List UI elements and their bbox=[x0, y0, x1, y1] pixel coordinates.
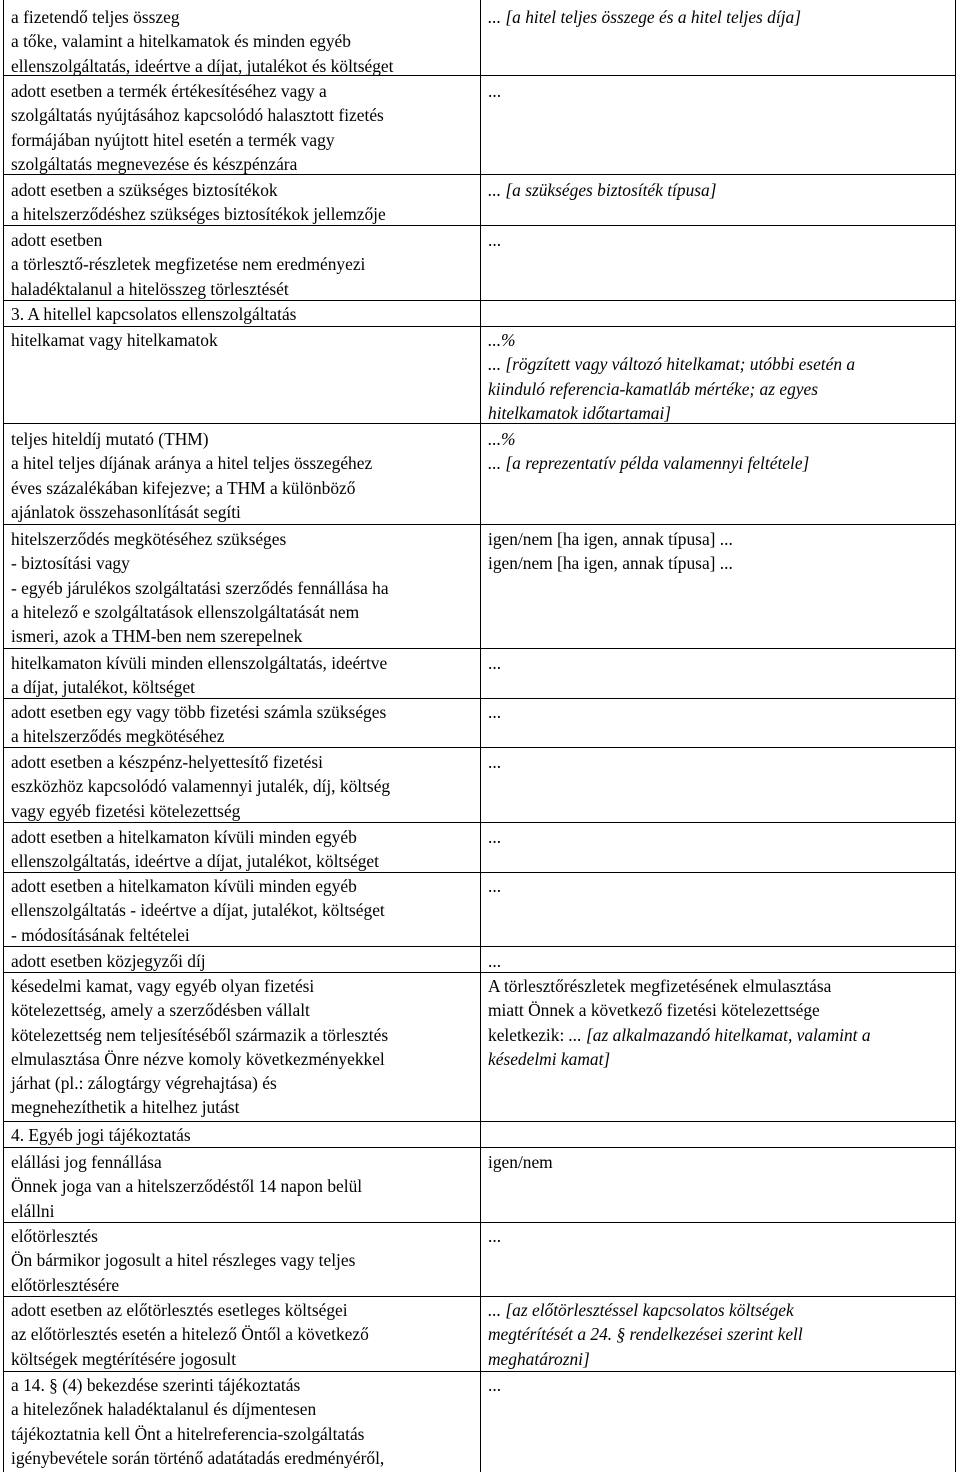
row-card-fees-label bbox=[11, 750, 473, 823]
row-other-charges-label bbox=[11, 825, 473, 874]
cell-text: kötelezettség nem teljesítéséből származik a törlesztés bbox=[11, 1024, 389, 1045]
cell-value: ... bbox=[488, 752, 502, 772]
cell-value: igen/nem [ha igen, annak típusa] ... bbox=[488, 553, 733, 574]
table-border-right bbox=[955, 0, 956, 1472]
cell-text: ellenszolgáltatás - ideértve a díjat, jutalékot, költséget bbox=[11, 900, 385, 921]
row-card-fees-value bbox=[488, 750, 954, 774]
cell-heading: teljes hiteldíj mutató (THM) bbox=[11, 429, 209, 449]
cell-text: - biztosítási vagy bbox=[11, 553, 130, 574]
row-collateral-label bbox=[11, 178, 473, 227]
row-withdrawal-right-label bbox=[11, 1150, 473, 1223]
cell-heading: hitelkamat vagy hitelkamatok bbox=[11, 330, 218, 350]
cell-value: igen/nem bbox=[488, 1152, 553, 1172]
row-collateral-value bbox=[488, 178, 954, 202]
cell-text: ajánlatok összehasonlítását segíti bbox=[11, 501, 241, 522]
row-thm-label bbox=[11, 427, 473, 524]
cell-text: a hitelszerződés megkötéséhez bbox=[11, 726, 225, 747]
section-title: 4. Egyéb jogi tájékoztatás bbox=[11, 1125, 191, 1145]
cell-value: A törlesztőrészletek megfizetésének elmulasztása bbox=[488, 976, 832, 996]
cell-text: igénybevétele során történő adatátadás eredményéről, bbox=[11, 1447, 385, 1468]
section-heading-4 bbox=[11, 1123, 191, 1147]
cell-value: ... bbox=[488, 81, 502, 101]
cell-text: a tőke, valamint a hitelkamatok és minden egyéb bbox=[11, 31, 351, 52]
cell-text: elmulasztása Önre nézve komoly következményekkel bbox=[11, 1048, 385, 1069]
cell-text: Ön bármikor jogosult a hitel részleges vagy teljes bbox=[11, 1250, 356, 1271]
row-late-interest-value bbox=[488, 974, 954, 1071]
row-early-repayment-label bbox=[11, 1224, 473, 1297]
cell-text: szolgáltatás megnevezése és készpénzára bbox=[11, 153, 298, 174]
cell-text: ellenszolgáltatás, ideértve a díjat, jutalékot, költséget bbox=[11, 851, 379, 872]
cell-text: ismeri, azok a THM-ben nem szerepelnek bbox=[11, 626, 303, 647]
cell-text: elállni bbox=[11, 1200, 55, 1221]
cell-value: késedelmi kamat] bbox=[488, 1048, 611, 1069]
cell-heading: a fizetendő teljes összeg bbox=[11, 7, 180, 27]
row-credit-reference-value bbox=[488, 1373, 954, 1397]
section-heading-3 bbox=[11, 302, 296, 326]
row-notary-fee-label bbox=[11, 949, 473, 973]
row-other-fees-value bbox=[488, 651, 954, 675]
cell-text: a díjat, jutalékot, költséget bbox=[11, 677, 196, 698]
row-total-payable-label bbox=[11, 5, 473, 78]
cell-heading: adott esetben a hitelkamaton kívüli minden egyéb bbox=[11, 876, 357, 896]
row-interest-rate-label bbox=[11, 328, 473, 352]
cell-heading: adott esetben az előtörlesztés esetleges költségei bbox=[11, 1300, 348, 1320]
cell-value: miatt Önnek a következő fizetési kötelezettsége bbox=[488, 1000, 820, 1021]
cell-heading: adott esetben a termék értékesítéséhez vagy a bbox=[11, 81, 327, 101]
cell-value: meghatározni] bbox=[488, 1348, 590, 1369]
row-total-payable-value bbox=[488, 5, 954, 29]
cell-value: ... bbox=[488, 827, 502, 847]
cell-text: a hitel teljes díjának aránya a hitel teljes összegéhez bbox=[11, 453, 373, 474]
row-early-repayment-costs-label bbox=[11, 1298, 473, 1371]
cell-heading: adott esetben a szükséges biztosítékok bbox=[11, 180, 278, 200]
row-interest-rate-value bbox=[488, 328, 954, 425]
cell-text: éves százalékában kifejezve; a THM a különböző bbox=[11, 477, 356, 498]
cell-text: Önnek joga van a hitelszerződéstől 14 napon belül bbox=[11, 1176, 363, 1197]
row-divider bbox=[3, 1121, 956, 1122]
row-other-charges-value bbox=[488, 825, 954, 849]
cell-value: ... bbox=[488, 653, 502, 673]
cell-text: - egyéb járulékos szolgáltatási szerződés fennállása ha bbox=[11, 577, 389, 598]
cell-text: haladéktalanul a hitelösszeg törlesztését bbox=[11, 278, 289, 299]
row-deferred-payment-value bbox=[488, 79, 954, 103]
cell-heading: adott esetben a készpénz-helyettesítő fizetési bbox=[11, 752, 323, 772]
cell-text: a hitelezőnek haladéktalanul és díjmentesen bbox=[11, 1399, 317, 1420]
cell-value: ... bbox=[488, 876, 502, 896]
cell-text: szolgáltatás nyújtásához kapcsolódó halasztott fizetés bbox=[11, 105, 384, 126]
cell-text: kötelezettség, amely a szerződésben vállalt bbox=[11, 1000, 310, 1021]
cell-text: tájékoztatnia kell Önt a hitelreferencia-szolgáltatás bbox=[11, 1423, 365, 1444]
cell-text: ellenszolgáltatás, ideértve a díjat, jutalékot és költséget bbox=[11, 55, 394, 76]
cell-value: megtérítését a 24. § rendelkezései szerint kell bbox=[488, 1324, 803, 1345]
row-payment-account-label bbox=[11, 700, 473, 749]
cell-value-mixed bbox=[488, 1023, 954, 1047]
cell-text: az előtörlesztés esetén a hitelező Öntől a következő bbox=[11, 1324, 369, 1345]
cell-value: ... bbox=[488, 1375, 502, 1395]
cell-value: ... [a reprezentatív példa valamennyi feltétele] bbox=[488, 453, 810, 474]
cell-value: ... [a hitel teljes összege és a hitel teljes díja] bbox=[488, 7, 801, 27]
cell-heading: elállási jog fennállása bbox=[11, 1152, 162, 1172]
row-charge-modification-value bbox=[488, 874, 954, 898]
row-thm-value bbox=[488, 427, 954, 476]
cell-text: megnehezíthetik a hitelhez jutást bbox=[11, 1097, 240, 1118]
cell-heading: hitelszerződés megkötéséhez szükséges bbox=[11, 529, 287, 549]
row-repayment-label bbox=[11, 228, 473, 301]
row-early-repayment-costs-value bbox=[488, 1298, 954, 1371]
cell-text: formájában nyújtott hitel esetén a termék vagy bbox=[11, 129, 335, 150]
cell-text: vagy egyéb fizetési kötelezettség bbox=[11, 800, 241, 821]
cell-value: igen/nem [ha igen, annak típusa] ... bbox=[488, 529, 733, 549]
row-deferred-payment-label bbox=[11, 79, 473, 176]
cell-value: ... bbox=[488, 230, 502, 250]
cell-text: eszközhöz kapcsolódó valamennyi jutalék, díj, költség bbox=[11, 776, 391, 797]
cell-value: ... [a szükséges biztosíték típusa] bbox=[488, 180, 717, 200]
cell-value: ... [rögzített vagy változó hitelkamat; utóbbi esetén a bbox=[488, 354, 856, 375]
cell-value: ... bbox=[488, 951, 502, 971]
table-border-left bbox=[3, 0, 4, 1472]
cell-value: ... [az előtörlesztéssel kapcsolatos költségek bbox=[488, 1300, 794, 1320]
cell-value: ... bbox=[488, 702, 502, 722]
cell-value: ...% bbox=[488, 429, 516, 449]
section-title: 3. A hitellel kapcsolatos ellenszolgáltatás bbox=[11, 304, 297, 324]
cell-text: a hitelező e szolgáltatások ellenszolgáltatását nem bbox=[11, 601, 360, 622]
cell-heading: adott esetben közjegyzői díj bbox=[11, 951, 206, 971]
cell-heading: adott esetben a hitelkamaton kívüli minden egyéb bbox=[11, 827, 357, 847]
row-insurance-label bbox=[11, 527, 473, 648]
cell-heading: hitelkamaton kívüli minden ellenszolgáltatás, ideértve bbox=[11, 653, 388, 673]
table-column-divider bbox=[480, 0, 481, 1472]
cell-value: ... bbox=[488, 1226, 502, 1246]
cell-text: járhat (pl.: zálogtárgy végrehajtása) és bbox=[11, 1073, 277, 1094]
row-notary-fee-value bbox=[488, 949, 954, 973]
cell-value: ...% bbox=[488, 330, 516, 350]
row-payment-account-value bbox=[488, 700, 954, 724]
cell-value-plain: keletkezik: bbox=[488, 1024, 569, 1045]
cell-value-italic: ... [az alkalmazandó hitelkamat, valamint a bbox=[568, 1024, 871, 1045]
row-divider bbox=[3, 1371, 956, 1372]
cell-heading: adott esetben bbox=[11, 230, 103, 250]
cell-value: kiinduló referencia-kamatláb mértéke; az egyes bbox=[488, 378, 818, 399]
cell-text: előtörlesztésére bbox=[11, 1274, 120, 1295]
cell-heading: adott esetben egy vagy több fizetési számla szükséges bbox=[11, 702, 387, 722]
cell-text: a hitelszerződéshez szükséges biztosítékok jellemzője bbox=[11, 204, 386, 225]
cell-heading: késedelmi kamat, vagy egyéb olyan fizetési bbox=[11, 976, 315, 996]
row-credit-reference-label bbox=[11, 1373, 473, 1470]
cell-text: - módosításának feltételei bbox=[11, 924, 190, 945]
row-withdrawal-right-value bbox=[488, 1150, 954, 1174]
cell-value: hitelkamatok időtartamai] bbox=[488, 402, 672, 423]
cell-heading: előtörlesztés bbox=[11, 1226, 98, 1246]
row-charge-modification-label bbox=[11, 874, 473, 947]
row-early-repayment-value bbox=[488, 1224, 954, 1248]
row-insurance-value bbox=[488, 527, 954, 576]
row-other-fees-label bbox=[11, 651, 473, 700]
cell-text: költségek megtérítésére jogosult bbox=[11, 1348, 237, 1369]
cell-text: a törlesztő-részletek megfizetése nem eredményezi bbox=[11, 254, 366, 275]
row-late-interest-label bbox=[11, 974, 473, 1120]
cell-heading: a 14. § (4) bekezdése szerinti tájékoztatás bbox=[11, 1375, 301, 1395]
row-repayment-value bbox=[488, 228, 954, 252]
